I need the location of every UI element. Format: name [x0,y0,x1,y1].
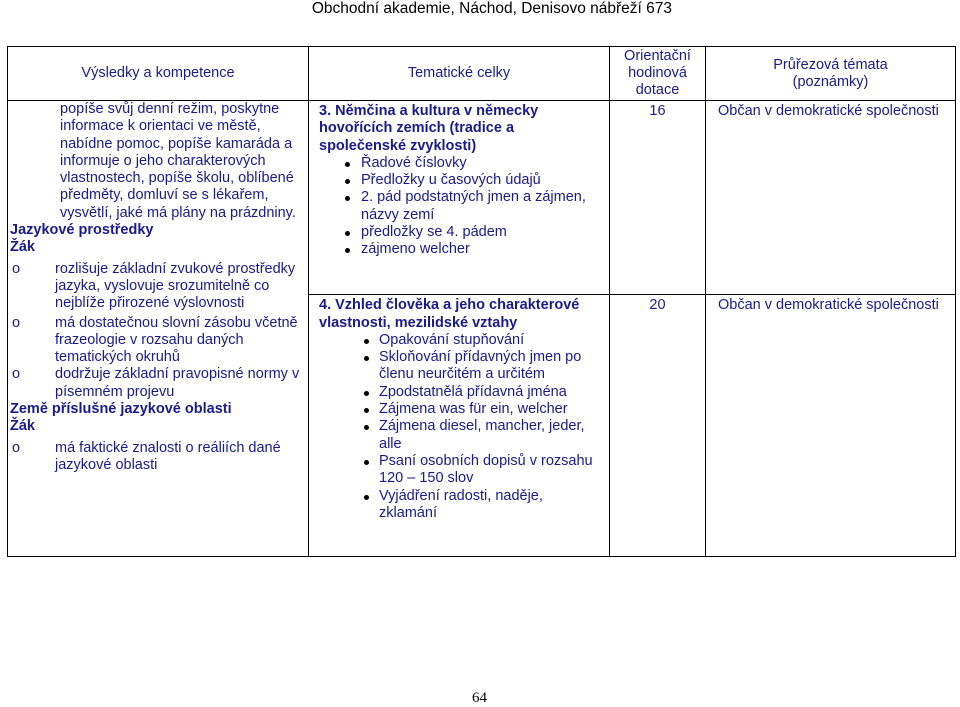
topic-item: Předložky u časových údajů [361,172,603,189]
topic-item: Řadové číslovky [361,155,603,172]
section-title-language: Jazykové prostředky [10,222,154,239]
page-header: Obchodní akademie, Náchod, Denisovo nábřeží 673 [311,0,672,17]
curriculum-table [7,46,956,557]
list-item: o má dostatečnou slovní zásobu včetně frazeologie v rozsahu daných tematických okruhů [12,314,298,366]
column-header-results: Výsledky a kompetence [8,47,309,101]
topic-item: zájmeno welcher [361,241,603,258]
section-title-country: Země příslušné jazykové oblasti [10,401,232,418]
hours-cell: 20 [610,295,706,557]
column-header-topics: Tematické celky [309,47,610,101]
topic-item: Psaní osobních dopisů v rozsahu 120 – 150 slov [379,453,603,488]
topic-cell-4 [309,295,610,557]
list-item: o dodržuje základní pravopisné normy v písemném projevu [12,366,300,400]
results-intro: popíše svůj denní režim, poskytne informace k orientaci ve městě, nabídne pomoc, popíše kamaráda a informuje o jeho charakterových vlastnostech, popíše školu, oblíbené předměty, domluví se s lékařem, vysvětlí, jaké má plány na prázdniny. [60,101,296,221]
themes-cell: Občan v demokratické společnosti [706,101,956,295]
section-subject-student-2: Žák [10,418,35,435]
topic-item: Zájmena was für ein, welcher [379,401,603,418]
topic-cell-3 [309,101,610,295]
topic-item: Vyjádření radosti, naděje, zklamání [379,488,603,523]
themes-cell: Občan v demokratické společnosti [706,295,956,557]
section-subject-student: Žák [10,239,35,256]
topic-item: Skloňování přídavných jmen po členu neurčitém a určitém [379,349,603,384]
topic-title: 4. Vzhled člověka a jeho charakterové vlastnosti, mezilidské vztahy [319,297,580,331]
topic-item: Opakování stupňování [379,332,603,349]
list-item: o rozlišuje základní zvukové prostředky jazyka, vyslovuje srozumitelně co nejblíže přirozené výslovnosti [12,260,296,312]
topic-item: Zpodstatnělá přídavná jména [379,384,603,401]
list-item: o má faktické znalosti o reáliích dané jazykové oblasti [12,439,281,473]
hours-cell: 16 [610,101,706,295]
column-header-hours: Orientační hodinová dotace [610,47,706,101]
results-cell [8,101,309,557]
page-number: 64 [472,690,487,706]
topic-item: Zájmena diesel, mancher, jeder, alle [379,418,603,453]
topic-item: 2. pád podstatných jmen a zájmen, názvy zemí [361,189,603,224]
column-header-themes: Průřezová témata (poznámky) [706,47,956,101]
topic-item: předložky se 4. pádem [361,224,603,241]
topic-title: 3. Němčina a kultura v německy hovořících zemích (tradice a společenské zvyklosti) [319,103,539,154]
